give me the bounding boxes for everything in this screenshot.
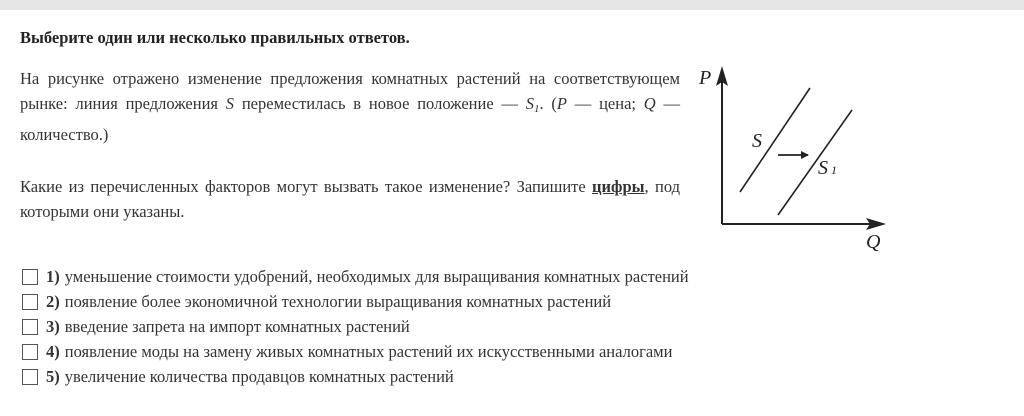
price-variable: P	[556, 94, 568, 113]
emphasized-word: цифры	[592, 177, 645, 196]
answer-options	[22, 264, 689, 389]
question-text-part: Какие из перечисленных факторов могут вызвать такое изменение? Запишите	[20, 177, 593, 196]
option-number: 3)	[46, 316, 60, 336]
question-text-part: переместилась в новое положение ––	[234, 94, 526, 113]
supply-label-s: S	[752, 130, 762, 152]
option-text: уменьшение стоимости удобрений, необходимых для выращивания комнатных растений	[64, 266, 689, 286]
supply-label-s1-subscript: 1	[831, 163, 837, 177]
answer-option-4[interactable]	[22, 339, 689, 364]
quantity-variable: Q	[643, 94, 656, 113]
new-supply-variable	[526, 94, 540, 113]
option-text: появление моды на замену живых комнатных растений их искусственными аналогами	[64, 341, 673, 361]
option-text: появление более экономичной технологии выращивания комнатных растений	[64, 291, 612, 311]
supply-label-s1	[818, 157, 828, 179]
answer-checkbox-4[interactable]	[22, 344, 38, 360]
option-number: 5)	[46, 366, 60, 386]
option-number: 2)	[46, 291, 60, 311]
question-text	[20, 66, 680, 224]
supply-variable: S	[225, 94, 235, 113]
question-paragraph-2	[20, 174, 680, 224]
supply-label-s1-letter: S	[818, 157, 828, 179]
supply-line-s	[740, 88, 810, 192]
supply-line-s1	[778, 110, 852, 215]
answer-option-1[interactable]	[22, 264, 689, 289]
answer-checkbox-2[interactable]	[22, 294, 38, 310]
x-axis-label: Q	[866, 231, 881, 253]
new-supply-subscript: 1	[534, 103, 540, 115]
option-number: 4)	[46, 341, 60, 361]
option-text: введение запрета на импорт комнатных растений	[64, 316, 410, 336]
question-text-part: –– количество.)	[20, 94, 681, 144]
question-text-part: На рисунке отражено изменение предложения комнатных растений на соответствующем рынке: линия предложения	[20, 69, 680, 113]
answer-checkbox-5[interactable]	[22, 369, 38, 385]
instruction-heading: Выберите один или несколько правильных ответов.	[20, 28, 410, 47]
question-text-part: , под которыми они указаны.	[20, 177, 680, 221]
top-strip	[0, 0, 1024, 10]
question-paragraph-1	[20, 66, 680, 147]
option-text: увеличение количества продавцов комнатных растений	[64, 366, 454, 386]
answer-option-2[interactable]	[22, 289, 689, 314]
option-number: 1)	[46, 266, 60, 286]
question-text-part: . (	[539, 94, 557, 113]
question-text-part: –– цена;	[567, 94, 644, 113]
new-supply-letter: S	[525, 94, 534, 113]
answer-option-3[interactable]	[22, 314, 689, 339]
answer-option-5[interactable]	[22, 364, 689, 389]
y-axis-label: P	[699, 67, 712, 89]
answer-checkbox-3[interactable]	[22, 319, 38, 335]
answer-checkbox-1[interactable]	[22, 269, 38, 285]
supply-shift-graph	[690, 58, 900, 258]
